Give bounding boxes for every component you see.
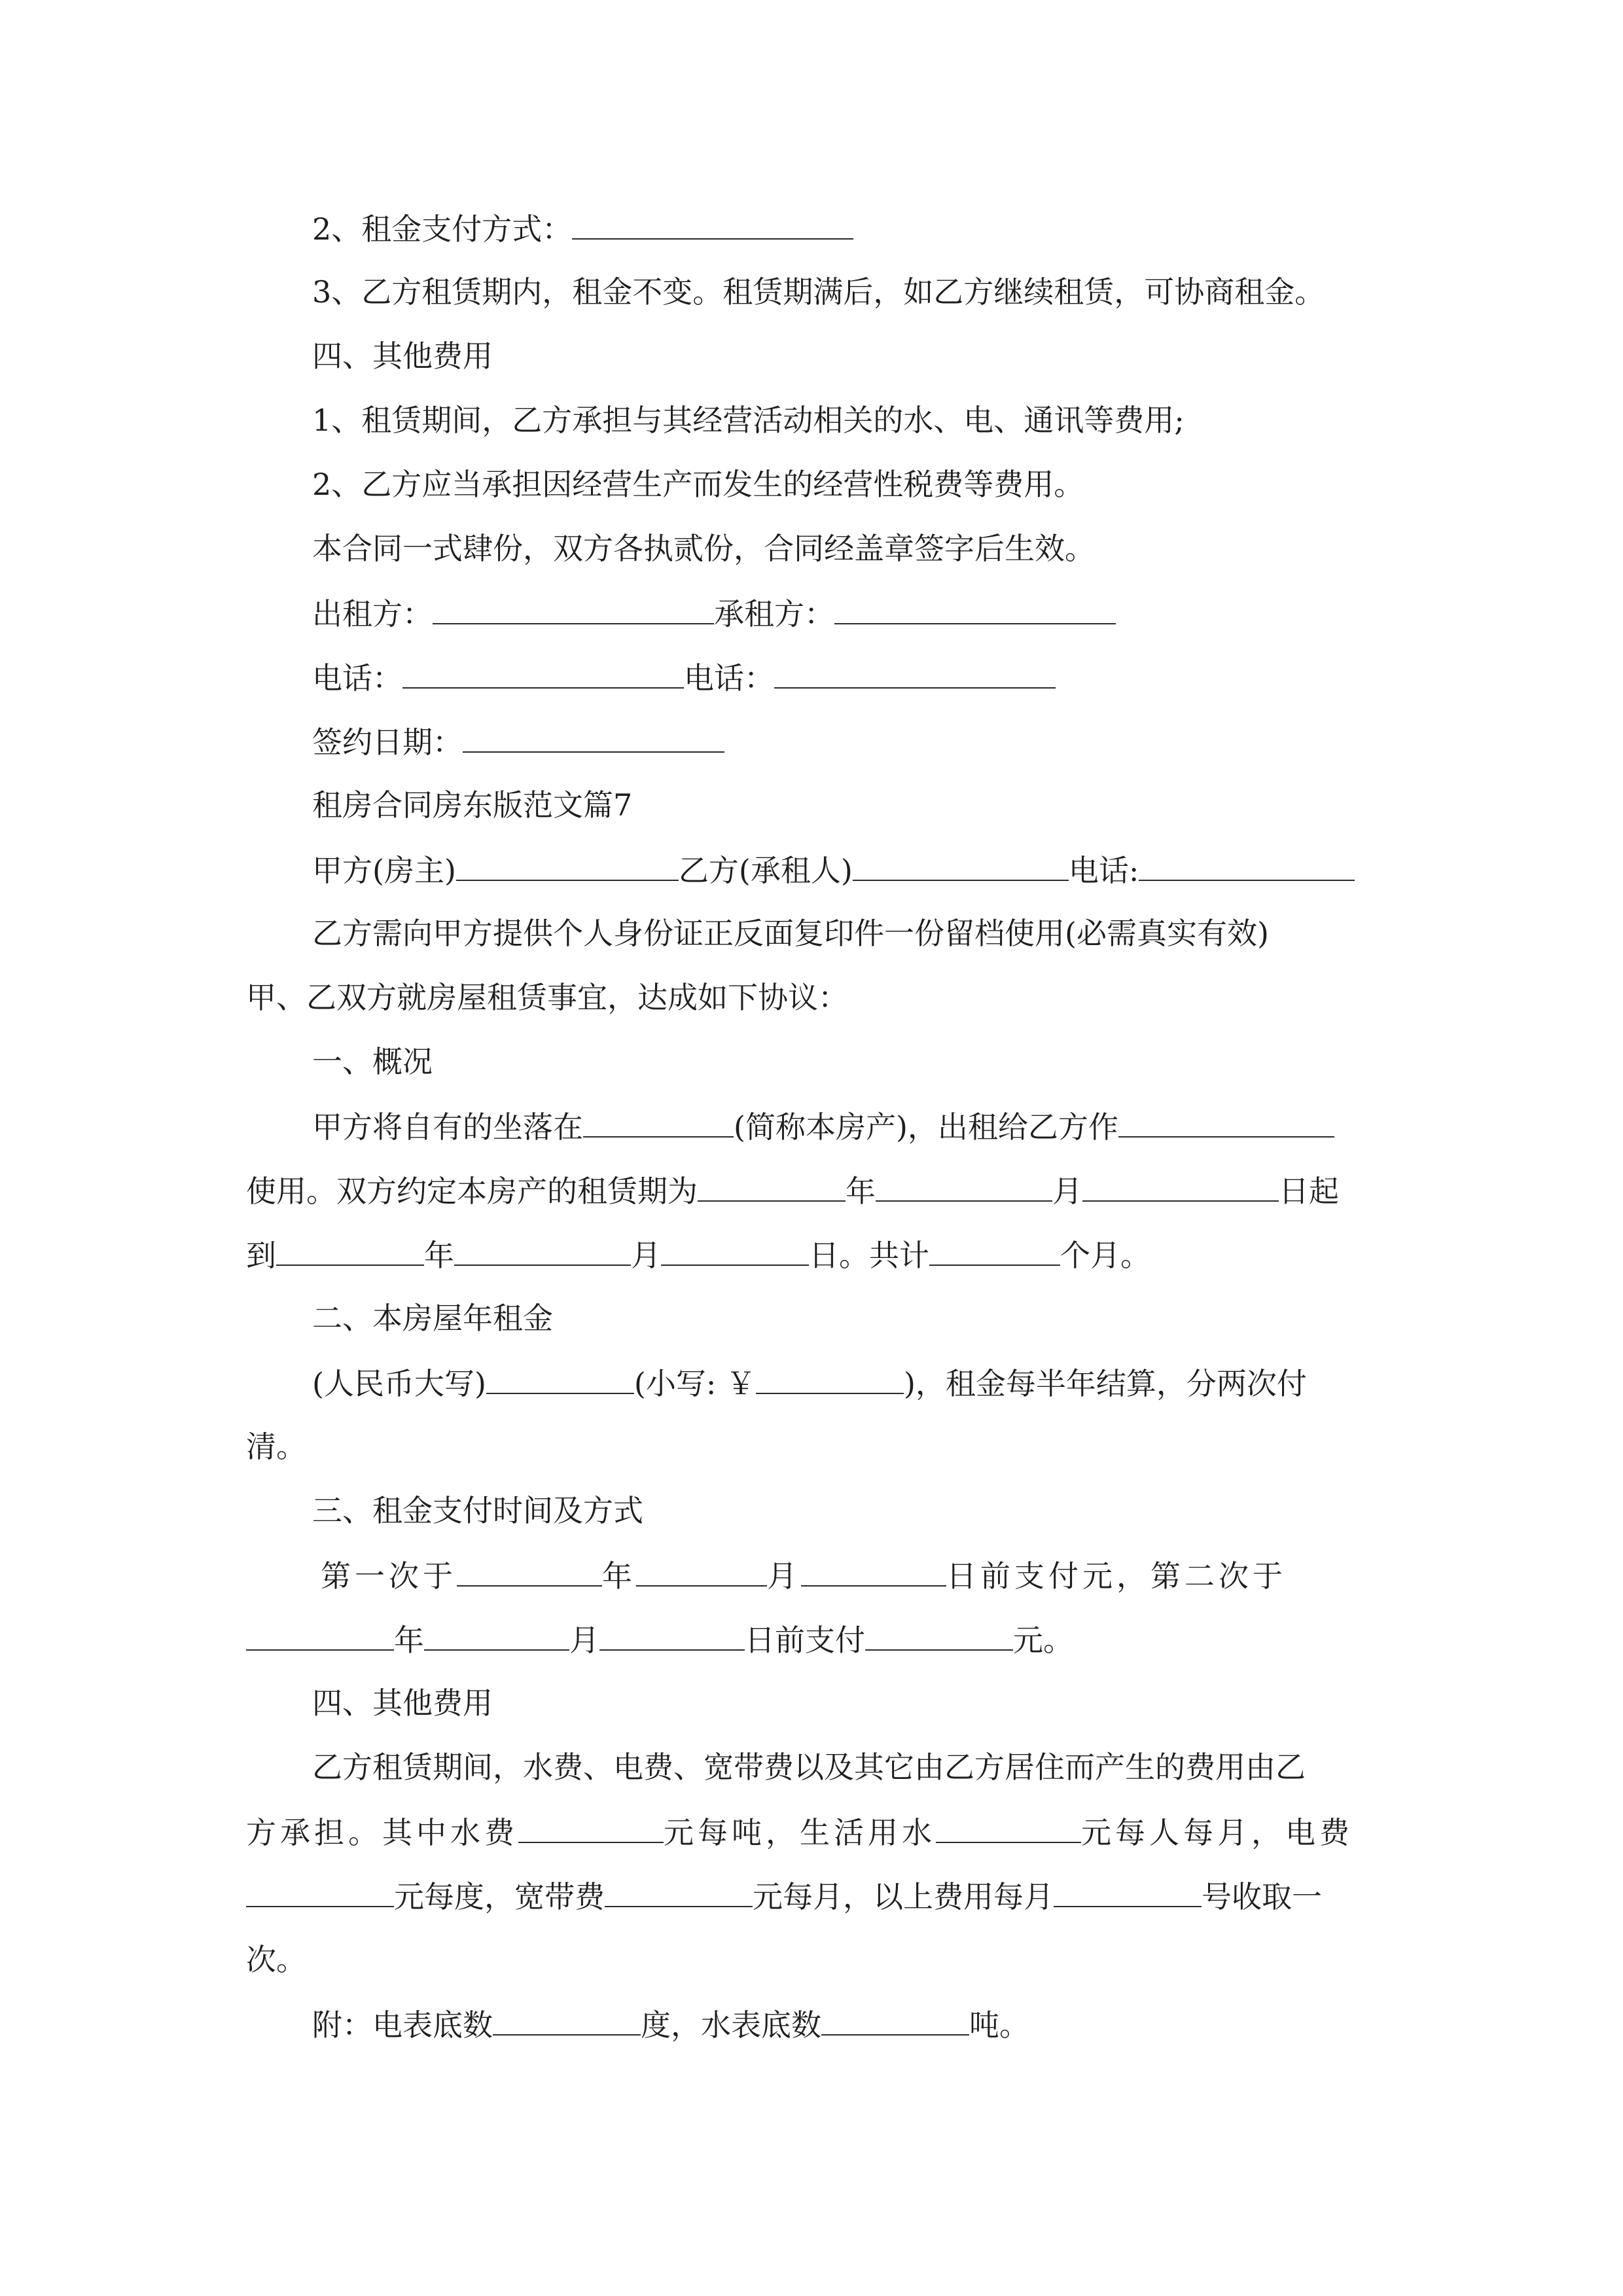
electricity-fee-blank (246, 1876, 394, 1907)
party-a-label: 甲方(房主) (312, 853, 456, 888)
agreement-intro: 甲、乙双方就房屋租赁事宜，达成如下协议： (246, 980, 848, 1015)
year-label: 年 (394, 1623, 424, 1658)
phone-label: 电话: (1068, 853, 1139, 888)
year-label: 年 (846, 1174, 876, 1209)
term-label: 使用。双方约定本房产的租赁期为 (246, 1174, 698, 1209)
settlement-label: )，租金每半年结算，分两次付 (903, 1366, 1307, 1401)
second-year-blank (246, 1619, 394, 1651)
monthly-collection-label: 元每月，以上费用每月 (753, 1879, 1054, 1914)
electric-meter-blank (493, 2004, 641, 2036)
lessee-phone-blank (774, 657, 1056, 689)
water-fee-line (246, 1812, 1353, 1851)
first-day-blank (801, 1555, 946, 1587)
lowercase-amount-blank (756, 1363, 904, 1394)
total-label: 日。共计 (809, 1238, 929, 1273)
year-label: 年 (424, 1238, 454, 1273)
months-blank (929, 1234, 1060, 1266)
second-day-blank (599, 1619, 745, 1651)
lessor-label: 出租方： (312, 596, 433, 632)
lowercase-amount-label: (小写: ￥ (633, 1366, 756, 1401)
sign-date-line (312, 721, 724, 761)
capital-amount-blank (486, 1363, 634, 1394)
party-a-blank (456, 850, 679, 881)
yuan-label: 元。 (1013, 1623, 1073, 1658)
first-year-blank (457, 1555, 602, 1587)
electric-meter-label: 附：电表底数 (312, 2007, 493, 2043)
end-label: 到 (246, 1238, 276, 1273)
use-blank (1118, 1106, 1334, 1138)
copies-clause: 本合同一式肆份，双方各执贰份，合同经盖章签字后生效。 (312, 531, 1095, 566)
utilities-clause: 1、租赁期间，乙方承担与其经营活动相关的水、电、通讯等费用; (312, 403, 1185, 438)
broadband-fee-label: 元每度，宽带费 (394, 1879, 605, 1914)
second-amount-blank (865, 1619, 1013, 1651)
phone-blank (1139, 850, 1355, 881)
lessor-blank (433, 593, 714, 624)
signature-line (312, 593, 1116, 632)
fees-continuation: 次。 (246, 1942, 306, 1977)
lessee-label: 承租方： (714, 596, 834, 632)
collection-day-blank (1054, 1876, 1202, 1907)
pay-before-label: 日前支付 (745, 1623, 865, 1658)
second-payment-line (246, 1619, 1073, 1659)
meter-readings-line (312, 2004, 1029, 2043)
id-requirement-clause: 乙方需向甲方提供个人身份证正反面复印件一份留档使用(必需真实有效) (312, 916, 1269, 951)
start-day-blank (1082, 1170, 1279, 1202)
month-label: 月 (767, 1558, 801, 1594)
start-year-blank (698, 1170, 846, 1202)
water-meter-label: 度，水表底数 (641, 2007, 821, 2043)
term-start-line (246, 1170, 1339, 1210)
party-b-blank (853, 850, 1069, 881)
first-month-blank (636, 1555, 767, 1587)
lessor-phone-blank (402, 657, 684, 689)
location-blank (583, 1106, 734, 1138)
article-title: 租房合同房东版范文篇7 (312, 787, 633, 823)
months-label: 个月。 (1060, 1238, 1150, 1273)
party-b-label: 乙方(承租人) (678, 853, 853, 888)
second-payment-label: 日前支付元，第二次于 (946, 1558, 1287, 1594)
lessee-phone-label: 电话： (684, 660, 774, 696)
water-fee-label: 方承担。其中水费 (246, 1815, 518, 1850)
sign-date-blank (463, 721, 724, 753)
month-label: 月 (569, 1623, 599, 1658)
annual-rent-heading: 二、本房屋年租金 (312, 1300, 553, 1336)
collection-label: 号收取一 (1202, 1879, 1322, 1914)
ton-label: 吨。 (969, 2007, 1029, 2043)
start-label: 日起 (1279, 1174, 1339, 1209)
property-location-line (312, 1106, 1334, 1145)
term-end-line (246, 1234, 1150, 1274)
broadband-fee-blank (605, 1876, 753, 1907)
year-label: 年 (602, 1558, 636, 1594)
payment-method-line (312, 208, 853, 247)
rmb-capital-label: (人民币大写) (312, 1366, 486, 1401)
month-label: 月 (631, 1238, 661, 1273)
rent-unchanged-clause: 3、乙方租赁期内，租金不变。租赁期满后，如乙方继续租赁，可协商租金。 (312, 274, 1325, 310)
end-year-blank (276, 1234, 424, 1266)
payment-method-label: 2、租金支付方式： (312, 211, 573, 247)
payment-schedule-heading: 三、租金支付时间及方式 (312, 1493, 643, 1528)
overview-heading: 一、概况 (312, 1044, 433, 1079)
parties-line (312, 850, 1355, 889)
living-water-label: 元每吨，生活用水 (664, 1815, 936, 1850)
first-payment-label: 第一次于 (321, 1558, 457, 1594)
rent-amount-continuation: 清。 (246, 1429, 306, 1464)
tax-clause: 2、乙方应当承担因经营生产而发生的经营性税费等费用。 (312, 467, 1084, 502)
broadband-fee-line (246, 1876, 1322, 1915)
rent-amount-line (312, 1363, 1307, 1402)
living-fees-clause: 乙方租赁期间，水费、电费、宽带费以及其它由乙方居住而产生的费用由乙 (312, 1749, 1306, 1785)
end-month-blank (454, 1234, 631, 1266)
rental-use-label: (简称本房产)，出租给乙方作 (734, 1109, 1118, 1145)
sign-date-label: 签约日期： (312, 725, 463, 760)
phone-line (312, 657, 1056, 696)
living-water-blank (936, 1812, 1081, 1843)
water-meter-blank (821, 2004, 969, 2036)
other-fees-heading-2: 四、其他费用 (312, 1685, 493, 1721)
other-fees-heading: 四、其他费用 (312, 338, 493, 374)
start-month-blank (876, 1170, 1052, 1202)
water-fee-blank (518, 1812, 664, 1843)
payment-method-blank (572, 208, 853, 240)
end-day-blank (661, 1234, 809, 1266)
electricity-fee-label: 元每人每月，电费 (1081, 1815, 1353, 1850)
lessee-blank (834, 593, 1116, 624)
month-label: 月 (1052, 1174, 1082, 1209)
location-label: 甲方将自有的坐落在 (312, 1109, 583, 1145)
first-payment-line (321, 1555, 1287, 1594)
second-month-blank (424, 1619, 569, 1651)
lessor-phone-label: 电话： (312, 660, 402, 696)
